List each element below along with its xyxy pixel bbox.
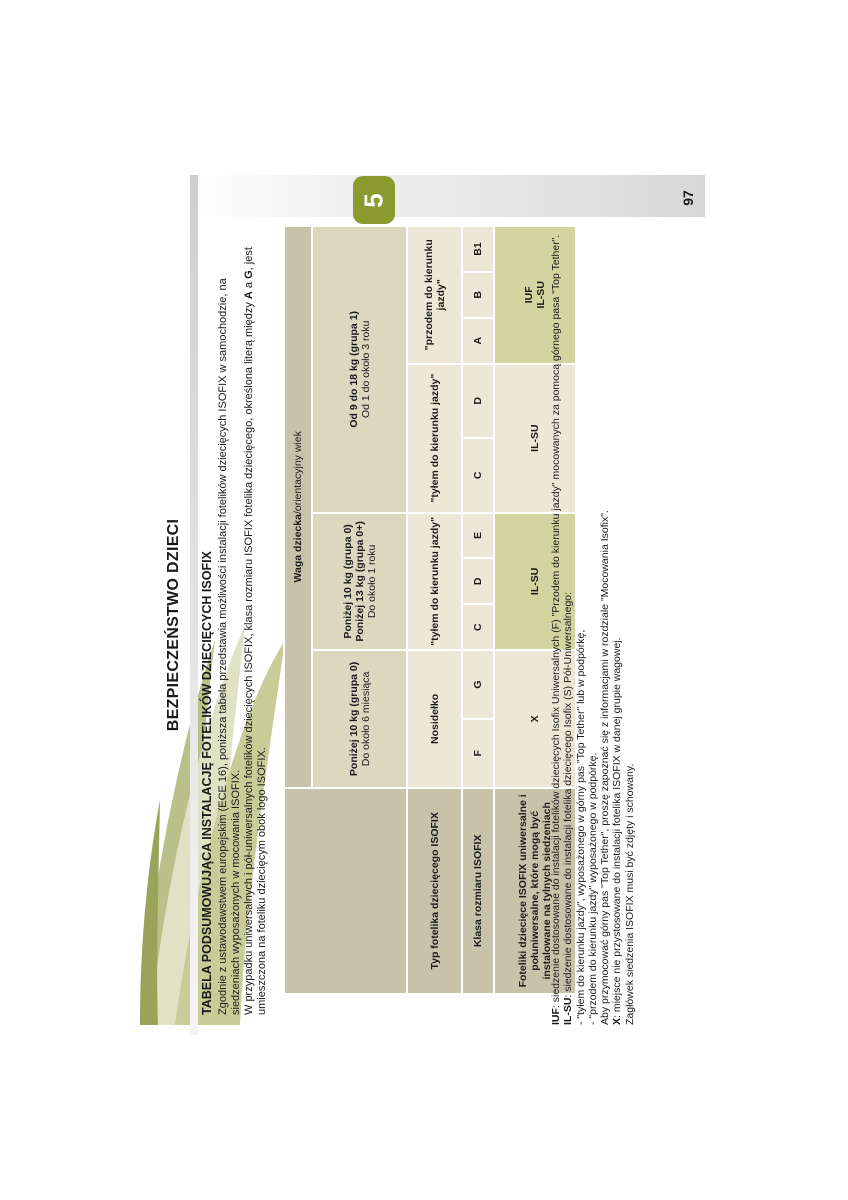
page-title: BEZPIECZEŃSTWO DZIECI <box>165 518 182 732</box>
type-cell: "tyłem do kierunku jazdy" <box>407 513 462 651</box>
intro-text: Zgodnie z ustawodawstwem europejskim (ECE 16), poniższa tabela przedstawia możliwości instalacji fotelików dziecięcych ISOFIX w samochodzie, na siedzeniach wyposażonych w mocowania ISOFIX. W przypadku uniwersalnych i pół-uniwersalnych fotelików dziecięcych ISOFIX, klasa rozmiaru ISOFIX fotelika dziecięcego, określona literą między A a G, jest umieszczona na foteliku dziecięcym obok logo ISOFIX. <box>217 247 268 1015</box>
class-cell: G <box>462 650 494 719</box>
class-cell: C <box>462 604 494 650</box>
value-cell: IL-SU <box>494 513 576 651</box>
chapter-tab: 5 <box>353 176 395 224</box>
weight-header: Waga dziecka/orientacyjny wiek <box>284 226 312 788</box>
rotated-content <box>165 225 665 1025</box>
value-cell: X <box>494 650 576 788</box>
header-strip <box>190 175 705 217</box>
row-seat-label: Foteliki dziecięce ISOFIX uniwersalne i połuniwersalne, które mogą być instalowane na tylnych siedzeniach <box>494 788 576 994</box>
class-cell: F <box>462 719 494 788</box>
group-0plus-cell: Poniżej 10 kg (grupa 0) Poniżej 13 kg (grupa 0+) Do około 1 roku <box>312 513 407 651</box>
notes: IUF: siedzenie dostosowane do instalacji fotelików dziecięcych Isofix Uniwersalnych (F) "Przodem do kierunku jazdy" mocowanych za pomocą górnego pasa "Top Tether". IL-SU: siedzenie dostosowane do instalacji fotelika dziecięcego Isofix (S) Pół-Uniwersalnego: - "tyłem do kierunku jazdy", wyposażonego w górny pas "Top Tether" lub w podpórkę, - "przodem do kierunku jazdy" wyposażonego w podpórkę. Aby przymocować górny pas "Top Tether", proszę zapoznać się z informacjami w rozdziale "Mocowania Isofix". X: miejsce nie przystosowane do instalacji fotelika ISOFIX w danej grupie wagowej. Zagłówek siedzenia ISOFIX musi być zdjęty i schowany. <box>550 234 636 1025</box>
row-type-label: Typ fotelika dziecięcego ISOFIX <box>407 788 462 994</box>
type-cell: "tyłem do kierunku jazdy" <box>407 364 462 513</box>
section-subtitle: TABELA PODSUMOWUJĄCA INSTALACJĘ FOTELIKÓW DZIECIĘCYCH ISOFIX <box>200 551 214 1015</box>
class-cell: D <box>462 558 494 604</box>
class-cell: A <box>462 318 494 364</box>
value-cell: IL-SU <box>494 364 576 513</box>
group-0-cell: Poniżej 10 kg (grupa 0) Do około 6 miesiąca <box>312 650 407 788</box>
page-number: 97 <box>679 190 696 206</box>
group-1-cell: Od 9 do 18 kg (grupa 1) Od 1 do około 3 roku <box>312 226 407 513</box>
class-cell: C <box>462 438 494 513</box>
type-cell: Nosidełko <box>407 650 462 788</box>
class-cell: B1 <box>462 226 494 272</box>
class-cell: D <box>462 364 494 439</box>
value-cell: IUF IL-SU <box>494 226 576 364</box>
class-cell: B <box>462 272 494 318</box>
isofix-table <box>283 225 577 995</box>
class-cell: E <box>462 513 494 559</box>
row-class-label: Klasa rozmiaru ISOFIX <box>462 788 494 994</box>
type-cell: "przodem do kierunku jazdy" <box>407 226 462 364</box>
